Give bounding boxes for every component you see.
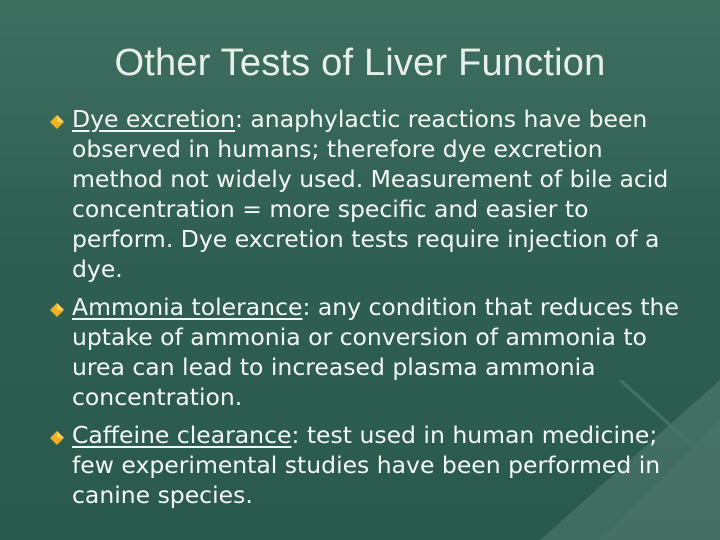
item-text: : anaphylactic reactions have been observed in humans; therefore dye excretion method not widely used. Measurement of bile acid concentration = more specific and easier to perform. Dye excretion tests require injection of a dye.: [72, 105, 669, 283]
list-item: [72, 420, 687, 510]
bullet-list: [0, 104, 720, 524]
item-text: : any condition that reduces the uptake of ammonia or conversion of ammonia to urea can lead to increased plasma ammonia concentration.: [72, 293, 679, 411]
item-term: Ammonia tolerance: [72, 293, 303, 321]
item-text: : test used in human medicine; few experimental studies have been performed in canine species.: [72, 421, 661, 509]
list-item: [72, 292, 687, 412]
diamond-bullet-icon: [50, 115, 64, 129]
item-term: Caffeine clearance: [72, 421, 292, 449]
item-term: Dye excretion: [72, 105, 236, 133]
diamond-bullet-icon: [50, 303, 64, 317]
diamond-bullet-icon: [50, 431, 64, 445]
list-item: [72, 104, 687, 284]
slide-title: Other Tests of Liver Function: [114, 42, 606, 84]
